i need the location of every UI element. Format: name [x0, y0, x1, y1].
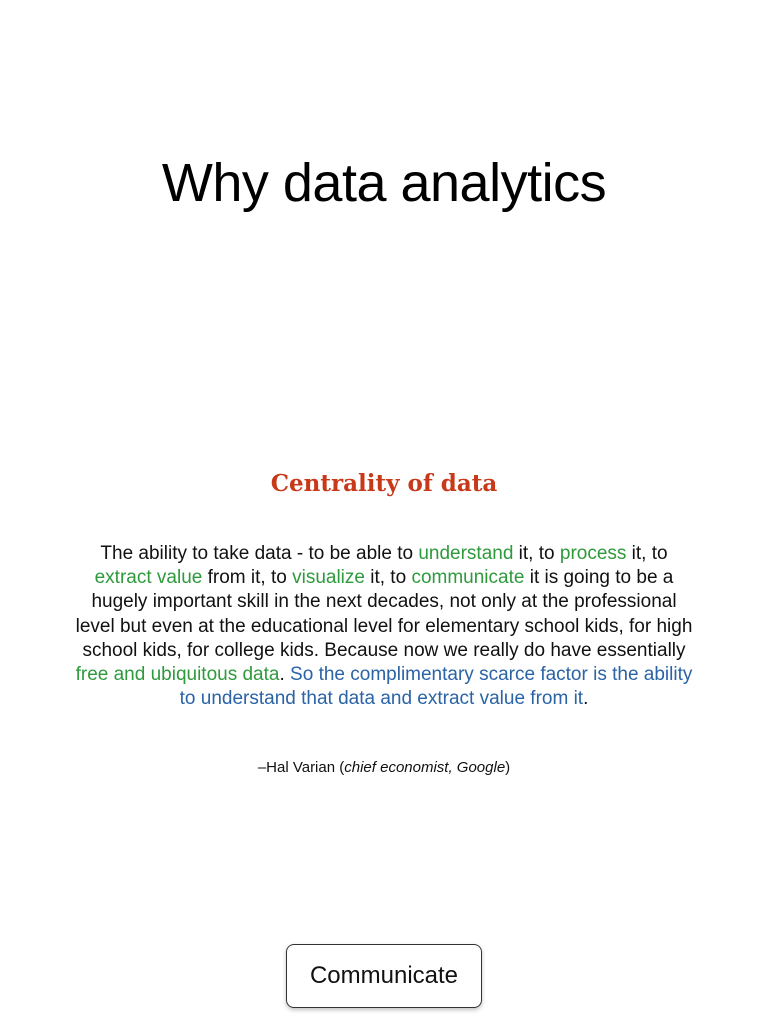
quote-segment: . — [583, 688, 589, 710]
quote-highlight-communicate: communicate — [411, 567, 525, 589]
quote-segment: from it, to — [202, 567, 293, 589]
attribution-author: –Hal Varian ( — [257, 759, 345, 776]
quote-highlight-free-data: free and ubiquitous data — [75, 664, 280, 686]
quote-segment: it is going to be a hugely important skill in the next decades, not only at the professional level but even at the educational level for elementary school kids, for high school kids, for college kids. Because now we really do have essentially — [75, 567, 693, 661]
slide-title: Why data analytics — [161, 153, 607, 213]
quote-highlight-process: process — [559, 543, 627, 564]
quote-highlight-visualize: visualize — [292, 567, 365, 589]
quote-highlight-scarce-factor: So the complimentary scarce factor is the ability to understand that data and extract value from it — [179, 664, 693, 710]
quote-segment: it, to — [626, 543, 668, 564]
quote-highlight-extract-value: extract value — [94, 567, 203, 589]
quote-segment: . — [279, 664, 291, 686]
attribution-role: chief economist, Google — [344, 759, 506, 776]
quote-highlight-understand: understand — [418, 543, 514, 564]
quote-body — [72, 542, 696, 711]
quote-segment: it, to — [513, 543, 560, 564]
communicate-button[interactable]: Communicate — [286, 944, 482, 1008]
quote-attribution — [0, 759, 768, 776]
attribution-suffix: ) — [505, 759, 511, 776]
quote-segment: The ability to take data - to be able to — [100, 543, 419, 564]
quote-segment: it, to — [364, 567, 412, 589]
section-heading: Centrality of data — [270, 470, 498, 497]
